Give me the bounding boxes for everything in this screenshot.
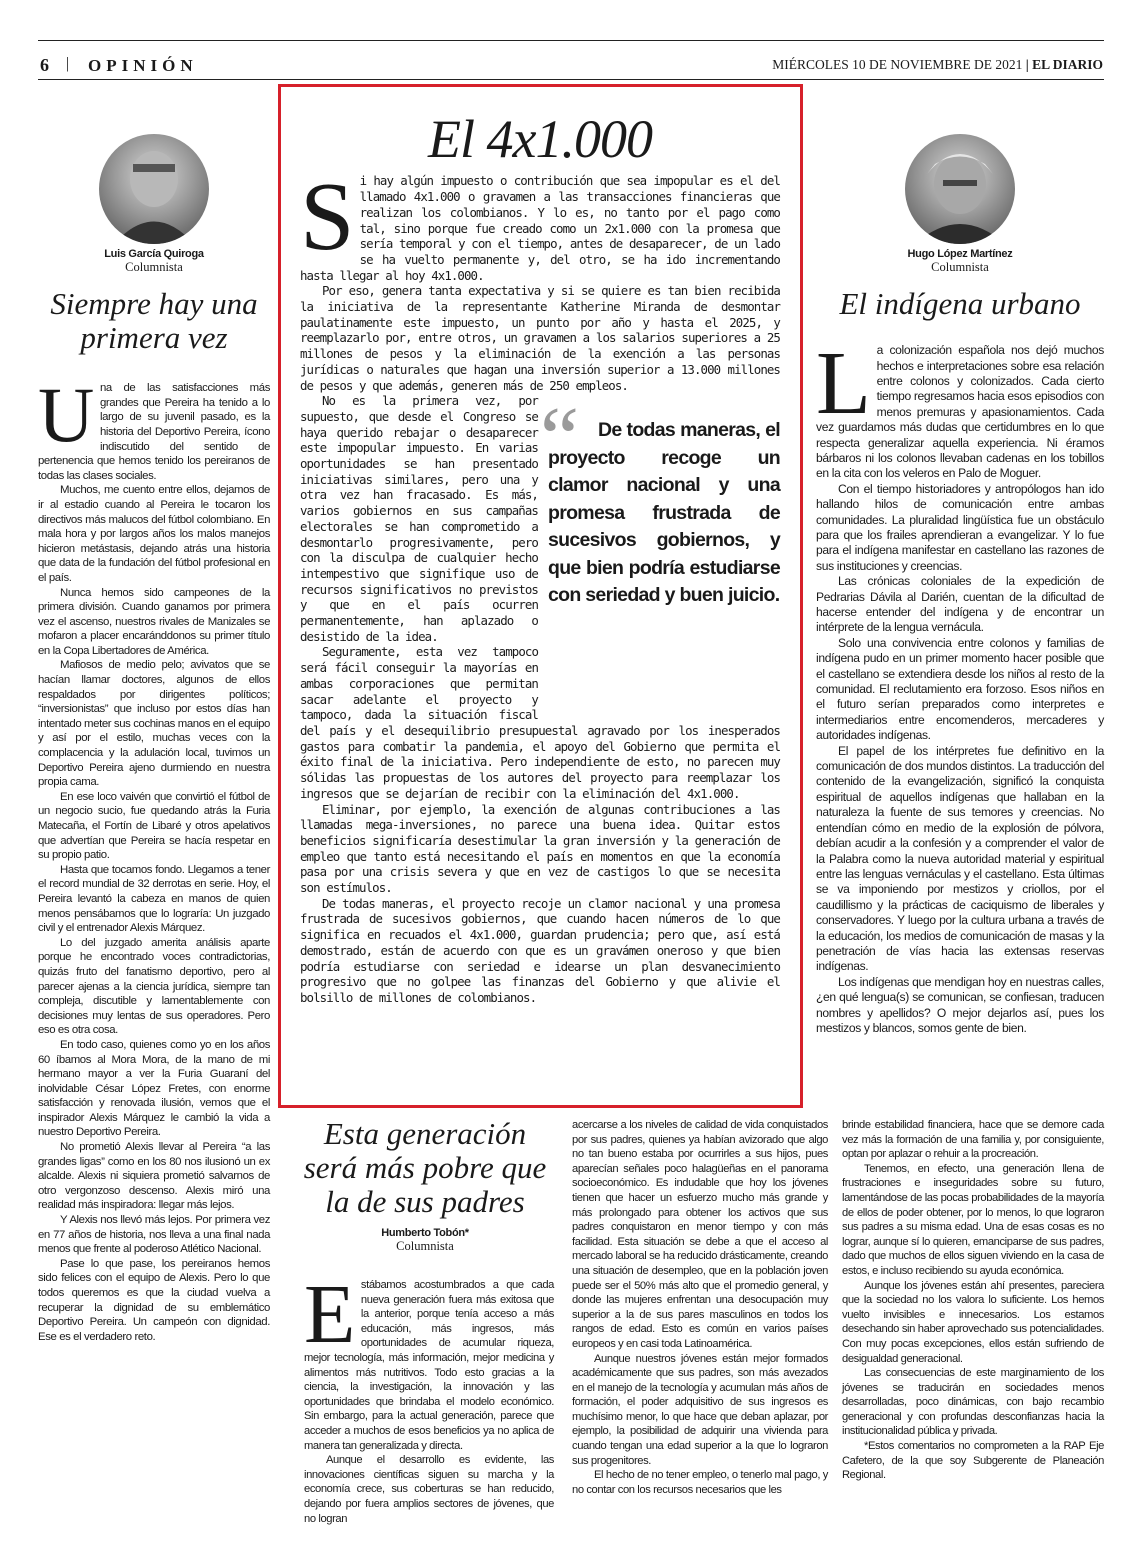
author-photo: [905, 134, 1015, 244]
paragraph: En ese loco vaivén que convirtió el fútbol de un negocio sucio, fue quedando atrás la Furia Matecaña, el Fortín de Libaré y otros apelativos que advertían que Pereira se hacía respetar en su propio patio.: [38, 790, 270, 862]
left-column: [38, 90, 270, 1344]
column-body: [38, 371, 270, 1344]
author-name: Luis García Quiroga: [104, 248, 204, 260]
author-name: Hugo López Martínez: [907, 248, 1013, 260]
paragraph: Aunque nuestros jóvenes están mejor formados académicamente que sus padres, son más avezados en el manejo de la tecnología y acumulan más años de formación, el poder adquisitivo de sus ingresos es muchísimo menor, lo que hace que deban aplazar, por ejemplo, la posibilidad de adquirir una vivienda para cuando tengan una edad superior a la que lo lograron sus progenitores.: [572, 1352, 828, 1467]
paragraph: El hecho de no tener empleo, o tenerlo mal pago, y no contar con los recursos necesarios que les: [572, 1469, 828, 1496]
bottom-col-1: [304, 1268, 554, 1526]
right-column: [816, 90, 1104, 1036]
drop-cap: U: [38, 371, 94, 459]
paragraph: Aunque los jóvenes están ahí presentes, pareciera que la sociedad no los valora lo suficiente. Los hemos vuelto invisibles e innecesarios. Los estamos desechando sin haber aprovechado sus potencialidades. Con muy pocas excepciones, ellos están sufriendo de desigualdad generacional.: [842, 1279, 1104, 1365]
paragraph: Nunca hemos sido campeones de la primera división. Cuando ganamos por primera vez el ascenso, nuestros rivales de Manizales se mofaron a placer encaránddonos su primer título en la Copa Libertadores de América.: [38, 586, 270, 657]
paragraph: stábamos acostumbrados a que cada nueva generación fuera más exitosa que la anterior, porque tenía acceso a más educación, más ingresos, más oportunidades de acumular riqueza, mejor tecnología, más información, mejor medicina y alimentos más nutritivos. Todo esto gracias a la ciencia, la investigación, la innovación y las oportunidades que brindaba el modelo económico. Sin embargo, para la actual generación, parece que acceder a muchos de esos beneficios ya no aplica de manera tan generalizada y directa.: [304, 1279, 554, 1452]
author-name: Humberto Tobón*: [381, 1227, 469, 1240]
paragraph: Por eso, genera tanta expectativa y si se quiere es tan bien recibida la iniciativa de la representante Katherine Miranda de desmontar paulatinamente este impuesto, un punto por año y hasta el 2025, y reemplazarlo por, entre otros, un gravamen a los salarios superiores a 25 millones de pesos y la eliminación de la exención a las personas jurídicas o naturales que hagan una inversión superior a 13.000 millones de pesos y que además, generen más de 250 empleos.: [300, 283, 780, 393]
top-rule: [38, 40, 1104, 41]
paragraph: acercarse a los niveles de calidad de vida conquistados por sus padres, quienes ya habían avizorado que algo no tan bueno estaba por ocurrirles a sus hijos, pues aparecían señales poco halagüeñas en el panorama socioeconómico. Es indudable que hoy los jóvenes tienen que hacer un esfuerzo mucho más grande y más prolongado para obtener los activos que sus padres conquistaron en menor tiempo y con más facilidad. Esta situación se debe a que el acceso al mercado laboral se ha reducido drásticamente, creando una situación de desempleo, que en la población joven puede ser el 50% más alto que el promedio general, y donde las mujeres enfrentan una desocupación muy superior a la de sus pares masculinos en todos los rangos de edad. Esto es común en varios países europeos y en casi toda Latinoamérica.: [572, 1119, 828, 1350]
paragraph: Las consecuencias de este marginamiento de los jóvenes se traducirán en sociedades menos desarrolladas, poco dinámicas, con bajo recambio generacional y con profundas desconfianzas hacia la institucionalidad pública y privada.: [842, 1367, 1104, 1438]
author-role: Columnista: [396, 1239, 454, 1254]
issue-date: MIÉRCOLES 10 DE NOVIEMBRE DE 2021: [772, 57, 1023, 72]
bottom-col-3: [842, 1118, 1104, 1483]
column-title: El indígena urbano: [839, 286, 1081, 321]
paragraph: En todo caso, quienes como yo en los años 60 íbamos al Mora Mora, de la mano de mi hermano mayor a ver la Furia Guaraní del inolvidable César López Fretes, con enorme satisfacción y renovada ilusión, vemos que el inspirador Alexis Márquez le cambió la vida a nuestro Deportivo Pereira.: [38, 1038, 270, 1139]
bottom-col-2: [572, 1118, 828, 1497]
paragraph: Las crónicas coloniales de la expedición de Pedrarias Dávila al Darién, cuentan de la dificultad de hacerse entender del indígena y de encontrar un intérprete de la lengua vernácula.: [816, 574, 1104, 635]
drop-cap: E: [304, 1268, 355, 1361]
paragraph: Hasta que tocamos fondo. Llegamos a tener el record mundial de 32 derrotas en serie. Hoy, el Pereira levantó la cabeza en manos de quien menos pensábamos que lo lograría: Un juzgado civil y el entrenador Alexis Márquez.: [38, 863, 270, 935]
paragraph: No es la primera vez, por supuesto, que desde el Congreso se haya querido rebajar o desaparecer este impopular impuesto. En varias oportunidades se han presentado iniciativas similares, pero una y otra vez han fracasado. Es más, varios gobiernos en sus campañas electorales se han comprometido a desmontarlo progresivamente, pero con la disculpa de cualquier hecho intempestivo que signifique uso de recursos significativos no previstos y que en el país ocurren permanentemente, han aplazado o desistido de la idea.: [300, 393, 538, 644]
pull-quote: De todas maneras, el proyecto recoge un clamor nacional y una promesa frustrada de sucesivos gobiernos, y que bien podría estudiarse con seriedad y buen juicio.: [548, 419, 780, 607]
page-number: 6: [40, 55, 49, 75]
column-title: Siempre hay una primera vez: [50, 286, 258, 356]
paragraph: Seguramente, esta vez tampoco será fácil conseguir la mayorías en ambas corporaciones que permitan sacar adelante el proyecto y tampoco, dada la situación fiscal del país y el desequilibrio presupuestal agravado por los inesperados gastos para combatir la pandemia, el apoyo del Gobierno que permita el éxito final de la iniciativa. Pero independiente de esto, no parecen muy sólidas las propuestas de los autores del proyecto para reemplazar los ingresos que se dejarían de recibir con la eliminación del 4x1.000.: [300, 644, 780, 801]
paragraph: na de las satisfacciones más grandes que Pereira ha tenido a lo largo de su juvenil pasado, es la historia del Deportivo Pereira, ícono indiscutido del sentido de pertenencia que hemos tenido los pereiranos de todas las clases sociales.: [38, 382, 270, 482]
paragraph: Y Alexis nos llevó más lejos. Por primera vez en 77 años de historia, nos lleva a una final nada menos que frente al poderoso Atlético Nacional.: [38, 1214, 270, 1256]
paragraph: Tenemos, en efecto, una generación llena de frustraciones e inseguridades sobre su futuro, lamentándose de las pocas probabilidades de la mayoría de ellos de poder obtener, por lo menos, lo que lograron sus padres a su misma edad. Una de esas cosas es no lograr, aunque sí lo quieren, emanciparse de sus padres, dado que muchos de ellos siguen viviendo en la casa de estos, e incluso recibiendo su ayuda económica.: [842, 1162, 1104, 1277]
header-dateline: MIÉRCOLES 10 DE NOVIEMBRE DE 2021 | EL DIARIO: [772, 57, 1103, 72]
feature-body: [300, 163, 780, 1005]
paragraph: Mafiosos de medio pelo; avivatos que se hacían llamar doctores, algunos de ellos respaldados por dirigentes políticos; “inversionistas” que incluso por estos días han intentado meter sus cochinas manos en el equipo y así por el estilo, muchas veces con la complacencia y la adulación local, tuvimos un Deportivo Pereira ajeno durmiendo en nuestra propia cama.: [38, 659, 270, 789]
section-name: OPINIÓN: [88, 56, 198, 75]
feature-article: [300, 110, 780, 1006]
author-role: Columnista: [931, 260, 989, 274]
header-separator: |: [66, 55, 70, 72]
pull-quote-box: [540, 390, 780, 715]
paragraph: a colonización española nos dejó muchos hechos e interpretaciones sobre esa relación entre colonos y colonizados. Cada cierto tiempo regresamos hacia esos episodios con menos premuras y apasionamientos. Cada vez guardamos más dudas que certidumbres en lo que respecta generalizar aquella experiencia. Ni éramos bárbaros ni los colonos llevaban cadenas en los tobillos en la cita con los veleros en Palo de Moguer.: [816, 343, 1104, 481]
paragraph: Pase lo que pase, los pereiranos hemos sido felices con el equipo de Alexis. Pero lo que todos queremos es que la ciudad vuelva a recuperar la dignidad de su emblemático Deportivo Pereira. Un campeón con dignidad. Ese es el verdadero reto.: [38, 1257, 270, 1343]
bottom-title: Esta generación será más pobre que la de sus padres: [303, 1116, 547, 1220]
drop-cap: L: [816, 334, 871, 434]
paragraph: i hay algún impuesto o contribución que sea impopular es el del llamado 4x1.000 o gravamen a las transacciones financieras que realizan los colombianos. Y lo es, no tanto por el pago como tal, sino porque fue creado como un 2x1.000 con la promesa que sería temporal y con el tiempo, antes de desaparecer, de un lado se ha vuelto permanente y, del otro, se ha ido incrementando hasta llegar al hoy 4x1.000.: [300, 173, 780, 283]
author-role: Columnista: [125, 260, 183, 274]
paragraph: brinde estabilidad financiera, hace que se demore cada vez más la formación de una familia y, por consiguiente, optan por aplazar o rehuir a la procreación.: [842, 1119, 1104, 1161]
paragraph: Aunque el desarrollo es evidente, las innovaciones científicas siguen su marcha y la economía crece, sus coberturas se han reducido, dejando por fuera amplios sectores de jóvenes, que no logran: [304, 1454, 554, 1525]
paragraph: Con el tiempo historiadores y antropólogos han ido hallando hilos de comunicación entre ambas comunidades. La pluralidad lingüística fue un obstáculo para que los frailes aprendieran a evangelizar. Y lo fue para el indígena manifestar en castellano las razones de sus instituciones y creencias.: [816, 481, 1104, 573]
header-rule: [38, 79, 1104, 80]
column-body: [816, 334, 1104, 1036]
paragraph: Lo del juzgado amerita análisis aparte porque he encontrado voces contradictorias, quizás fruto del fanatismo deportivo, pero al parecer ajenas a la ciencia jurídica, siempre tan compleja, discutible y lamentablemente con decisiones muy lentas de sus operadores. Pero eso es otra cosa.: [38, 936, 270, 1037]
paragraph: No prometió Alexis llevar al Pereira “a las grandes ligas” como en los 80 nos ilusionó un ex alcalde. Alexis ni siquiera prometió salvarnos de otro vergonzoso descenso. Alexis miró una realidad más inspiradora: llegar más lejos.: [38, 1141, 270, 1212]
author-photo: [99, 134, 209, 244]
paragraph: Solo una convivencia entre colonos y familias de indígena pudo en un primer momento hacer posible que el castellano se extendiera desde los niños al resto de la comunidad. El reclutamiento era forzoso. Esos niños en el futuro serían preparados como interpretes e intermediarios entre encomenderos, mercaderes y autoridades indígenas.: [816, 635, 1104, 743]
drop-cap: S: [300, 163, 354, 272]
footnote: *Estos comentarios no comprometen a la RAP Eje Cafetero, de la que soy Subgerente de Planeación Regional.: [842, 1440, 1104, 1482]
paragraph: El papel de los intérpretes fue definitivo en la comunicación de dos mundos distintos. La traducción del contenido de la evangelización, significó la conquista espiritual de aquellos indígenas que hallaban en la naturaleza la fuente de sus temores y creencias. No entendían cómo en medio de la explosión de pólvora, debían acudir a la confesión y a comprender el valor de la Palabra como la nueva autoridad material y espiritual entre las lenguas vernáculas y el castellano. Esta últimas se va imponiendo por mestizos y criollos, por el caudillismo y la prácticas de caciquismo de liberales y conservadores. Y luego por la cultura urbana a través de la educación, los medios de comunicación de masas y la penetración de vías hacia las extensas reservas indígenas.: [816, 743, 1104, 974]
paragraph: Muchos, me cuento entre ellos, dejamos de ir al estadio cuando al Pereira le tocaron los directivos más malucos del fútbol colombiano. En mala hora y por largos años los malos manejos hicieron metástasis, dejando atrás una historia que data de la fundación del fútbol profesional en el país.: [38, 484, 270, 584]
feature-title: El 4x1.000: [428, 109, 652, 169]
paragraph: Los indígenas que mendigan hoy en nuestras calles, ¿en qué lengua(s) se comunican, se confiesan, traducen nombres y apellidos? O mejor dejarlos así, pues los mestizos y blancos, somos gente de bien.: [816, 974, 1104, 1035]
quote-mark-icon: “: [540, 390, 579, 488]
paper-name: EL DIARIO: [1032, 57, 1103, 72]
paragraph: De todas maneras, el proyecto recoje un clamor nacional y una promesa frustrada de sucesivos gobiernos, que cuando hacen números de lo que significa en recuados el 4x1.000, guardan prudencia; pero que, así está demostrado, están de acuerdo con que es un gravámen oneroso y que bien podría estudiarse con seriedad e idearse un plan desvanecimiento progresivo que no golpee las finanzas del Gobierno y que alivie el bolsillo de millones de colombianos.: [300, 895, 780, 1005]
paragraph: Eliminar, por ejemplo, la exención de algunas contribuciones a las llamadas mega-inversiones, no parece una buena idea. Quitar estos beneficios significaría desestimular la gran inversión y la generación de empleo que tanto está necesitando el país en momentos en que la economía pasa por una crisis severa y que en vez de castigos lo que se necesita son estímulos.: [300, 801, 780, 896]
bottom-article-head: [300, 1117, 550, 1254]
